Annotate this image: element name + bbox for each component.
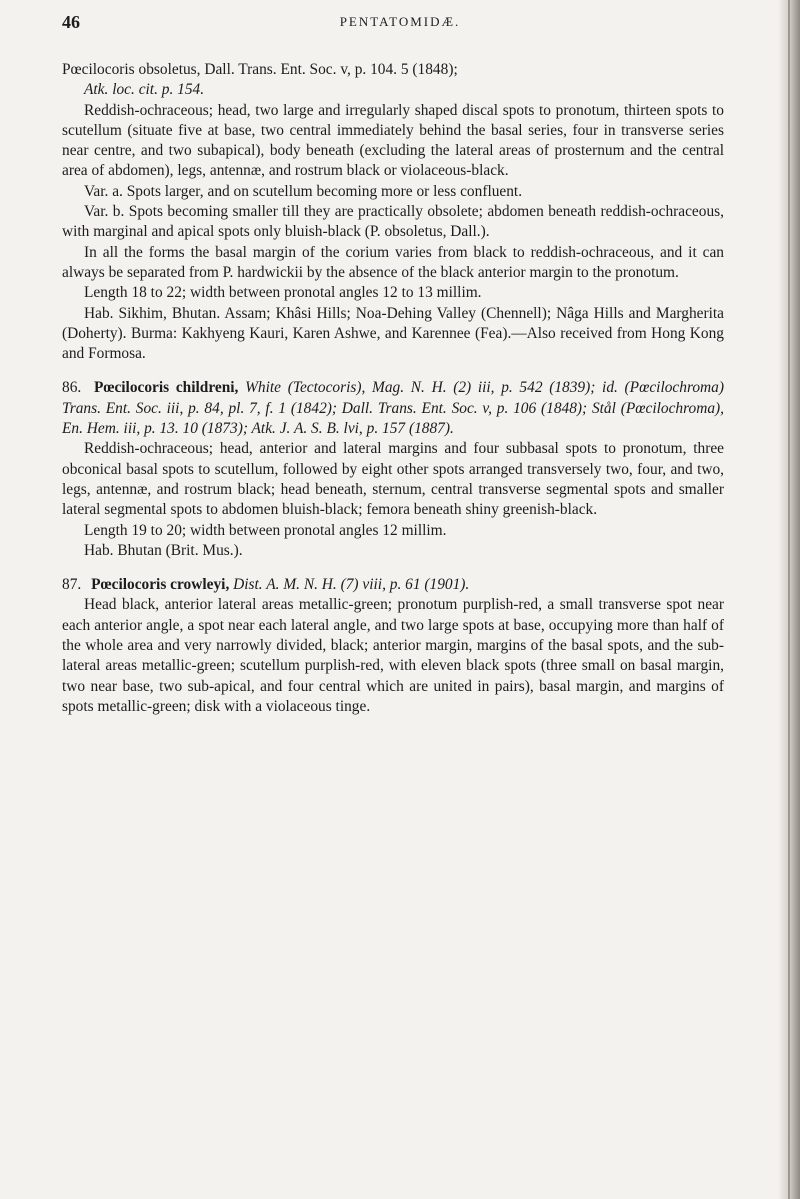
synonym-citation: Pœcilocoris obsoletus, Dall. Trans. Ent. Soc. v, p. 104. 5 (1848); [62,61,458,78]
measurements: Length 19 to 20; width between pronotal angles 12 millim. [84,521,447,539]
species-citation: Dist. A. M. N. H. (7) viii, p. 61 (1901). [233,576,470,594]
synonym-citation-continued: Atk. loc. cit. p. 154. [84,81,205,99]
species-entry-childreni [62,378,724,561]
measurements: Length 18 to 22; width between pronotal angles 12 to 13 millim. [84,284,482,302]
species-description: Reddish-ochraceous; head, anterior and lateral margins and four subbasal spots to pronotum, three obconical basal spots to scutellum, followed by eight other spots arranged transversely two, four, and two, legs, antennæ, and rostrum black; head beneath, sternum, central transverse segmental spots and smaller lateral segmental spots to abdomen bluish-black; femora beneath shiny greenish-black. [62,440,724,519]
page-body [62,60,724,717]
species-number: 87. [62,576,82,594]
running-title: PENTATOMIDÆ. [339,14,461,29]
species-name: Pœcilocoris crowleyi, [91,576,230,594]
habitat: Hab. Bhutan (Brit. Mus.). [84,541,243,559]
species-name: Pœcilocoris childreni, [93,379,239,397]
variety-b: Var. b. Spots becoming smaller till they are practically obsolete; abdomen beneath reddish-ochraceous, with marginal and apical spots only bluish-black (P. obsoletus, Dall.). [62,203,724,241]
species-number: 86. [62,379,82,397]
species-description: Reddish-ochraceous; head, two large and irregularly shaped discal spots to pronotum, thirteen spots to scutellum (situate five at base, two central immediately behind the basal series, four in transverse series near centre, and two subapical), body beneath (excluding the lateral areas of prosternum and the central area of abdomen), legs, antennæ, and rostrum black or violaceous-black. [62,101,724,180]
habitat: Hab. Sikhim, Bhutan. Assam; Khâsi Hills; Noa-Dehing Valley (Chennell); Nâga Hills and Margherita (Doherty). Burma: Kakhyeng Kauri, Karen Ashwe, and Karennee (Fea).—Also received from Hong Kong and Formosa. [62,304,724,363]
species-heading [62,575,724,595]
species-description: Head black, anterior lateral areas metallic-green; pronotum purplish-red, a small transverse spot near each anterior angle, a spot near each lateral angle, and two large spots at base, occupying more than half of the whole area and very narrowly divided, black; anterior margin, margins of the basal spots, and the sub-lateral areas metallic-green; scutellum purplish-red, with eleven black spots (three small on basal margin, two near base, two sub-apical, and four central which are united in pairs), basal margin, and margins of spots metallic-green; disk with a violaceous tinge. [62,596,724,715]
page-edge [788,0,790,1199]
page-header [0,12,800,38]
variety-a: Var. a. Spots larger, and on scutellum becoming more or less confluent. [84,182,523,200]
species-citation: White (Tectocoris), Mag. N. H. (2) iii, p. 542 (1839); id. (Pœcilochroma) Trans. Ent. Soc. iii, p. 84, pl. 7, f. 1 (1842); Dall. Trans. Ent. Soc. v, p. 106 (1848); Stål (Pœcilochroma), En. Hem. iii, p. 13. 10 (1873); Atk. J. A. S. B. lvi, p. 157 (1887). [62,379,724,438]
page-number: 46 [62,12,80,32]
species-heading [62,378,724,439]
species-entry-crowleyi [62,575,724,717]
species-entry-obsoletus [62,60,724,364]
species-notes: In all the forms the basal margin of the corium varies from black to reddish-ochraceous, and it can always be separated from P. hardwickii by the absence of the black anterior margin to the pronotum. [62,243,724,281]
